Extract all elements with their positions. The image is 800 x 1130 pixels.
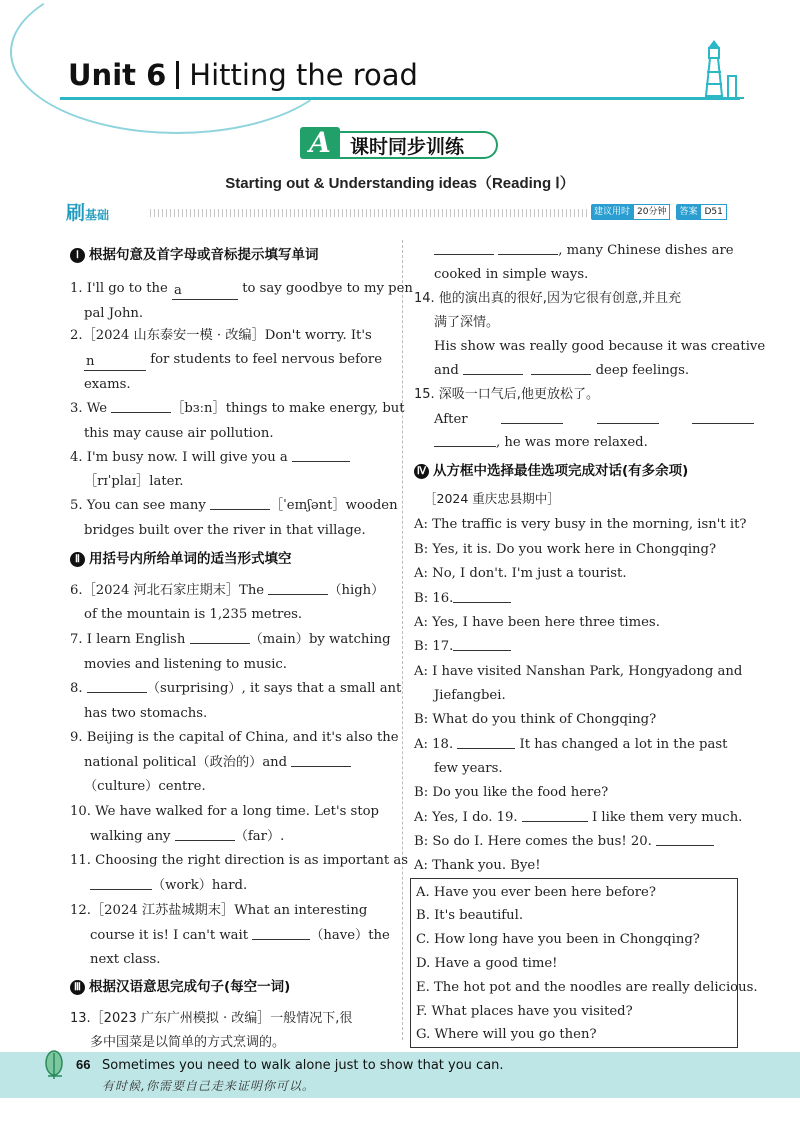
q14-blank-1[interactable] — [463, 362, 523, 375]
q15-blank-4[interactable] — [434, 434, 496, 447]
q8-text-a: 8. — [70, 681, 87, 696]
q14-text-e: deep feelings. — [591, 363, 690, 378]
option-c: C. How long have you been in Chongqing? — [416, 932, 700, 947]
q17-blank[interactable] — [453, 638, 511, 651]
q10-line-b — [90, 828, 284, 845]
q1-text-a: 1. I'll go to the — [70, 281, 173, 296]
unit-number: Unit 6 — [68, 58, 167, 92]
section-4-text: 从方框中选择最佳选项完成对话(有多余项) — [433, 463, 689, 479]
q13-text-c: , many Chinese dishes are — [558, 243, 734, 258]
dialogue-line-7b: Jiefangbei. — [434, 688, 506, 703]
question-12: 12.［2024 江苏盐城期末］What an interesting — [70, 903, 368, 918]
dialogue-line-9 — [414, 736, 727, 753]
unit-title — [68, 58, 418, 92]
q1-hint-letter: a — [174, 283, 182, 298]
q13-blank-2[interactable] — [498, 242, 558, 255]
dialogue-line-10: B: Do you like the food here? — [414, 785, 609, 800]
header-rule — [60, 97, 740, 100]
q9-text-b: national political（政治的）and — [84, 755, 292, 770]
q6-text-a: 6.［2024 河北石家庄期末］The — [70, 583, 269, 598]
dialogue-line-8: B: What do you think of Chongqing? — [414, 712, 657, 727]
option-f: F. What places have you visited? — [416, 1004, 633, 1019]
answer-label: 答案 — [676, 204, 700, 220]
q2-line — [84, 351, 382, 371]
q15-blank-2[interactable] — [597, 411, 659, 424]
q12-line-b — [90, 927, 390, 944]
q12-text-c: （have）the — [310, 928, 390, 943]
section-3-number: Ⅲ — [70, 980, 85, 995]
option-g: G. Where will you go then? — [416, 1027, 597, 1042]
q2-text-b: for students to feel nervous before — [146, 352, 383, 367]
question-14: 14. 他的演出真的很好,因为它很有创意,并且充 — [414, 291, 682, 306]
q2-text-c: exams. — [84, 377, 131, 392]
section-4-number: Ⅳ — [414, 464, 429, 479]
q7-blank[interactable] — [190, 631, 250, 644]
q4-text-b: ［rɪˈplaɪ］later. — [84, 474, 184, 489]
dialogue-source: ［2024 重庆忠县期中］ — [424, 491, 560, 506]
q15-text-b: After — [434, 412, 468, 427]
question-8 — [70, 680, 401, 697]
q7-text-a: 7. I learn English — [70, 632, 190, 647]
dialogue-line-13: A: Thank you. Bye! — [414, 858, 541, 873]
dialogue-line-11-rest: I like them very much. — [587, 810, 743, 825]
section-2-title — [70, 550, 292, 568]
dialogue-line-6-text: B: 17. — [414, 639, 454, 654]
q7-text-b: （main）by watching — [249, 632, 391, 647]
time-suggestion — [591, 204, 727, 220]
dialogue-line-9-rest: It has changed a lot in the past — [515, 737, 728, 752]
question-15: 15. 深吸一口气后,他更放松了。 — [414, 387, 599, 402]
q5-text-b: ［ˈeɪnʃənt］wooden — [269, 498, 398, 513]
q12-text-b: course it is! I can't wait — [90, 928, 253, 943]
q6-text-c: of the mountain is 1,235 metres. — [84, 607, 303, 622]
question-5 — [70, 497, 398, 514]
q3-blank[interactable] — [111, 400, 171, 413]
dialogue-line-5: A: Yes, I have been here three times. — [414, 615, 660, 630]
footer-quote-en: Sometimes you need to walk alone just to show that you can. — [102, 1058, 504, 1073]
option-d: D. Have a good time! — [416, 956, 558, 971]
q3-text-b: ［bɜːn］things to make energy, but — [171, 401, 405, 416]
answer-ref: D51 — [700, 204, 726, 220]
q15-blank-3[interactable] — [692, 411, 754, 424]
leaf-icon — [40, 1050, 68, 1080]
section-4-title — [414, 462, 688, 480]
q15-line-b — [434, 411, 754, 428]
q8-text-b: （surprising）, it says that a small ant — [146, 681, 402, 696]
q10-text-b: walking any — [90, 829, 175, 844]
question-10: 10. We have walked for a long time. Let's stop — [70, 804, 379, 819]
q10-text-c: （far）. — [234, 829, 285, 844]
dialogue-line-12-text: B: So do I. Here comes the bus! 20. — [414, 834, 652, 849]
q12-text-d: next class. — [90, 952, 161, 967]
q14-text-d: and — [434, 363, 463, 378]
q2-blank[interactable] — [84, 353, 146, 371]
section-2-text: 用括号内所给单词的适当形式填空 — [89, 551, 292, 567]
dialogue-line-9b: few years. — [434, 761, 503, 776]
question-3 — [70, 400, 405, 417]
footer-quote-cn: 有时候,你需要自己走来证明你可以。 — [102, 1079, 315, 1093]
q5-text-a: 5. You can see many — [70, 498, 210, 513]
q6-text-b: （high） — [328, 583, 385, 598]
q13-line-c — [434, 242, 734, 259]
q11-line-b — [90, 877, 247, 894]
q5-blank[interactable] — [210, 497, 270, 510]
q9-blank[interactable] — [291, 754, 351, 767]
q19-blank[interactable] — [522, 809, 588, 822]
q15-line-c — [434, 434, 648, 451]
question-13: 13.［2023 广东广州模拟 · 改编］一般情况下,很 — [70, 1011, 353, 1026]
question-11: 11. Choosing the right direction is as important as — [70, 853, 408, 868]
dialogue-line-4 — [414, 590, 511, 607]
dialogue-line-3: A: No, I don't. I'm just a tourist. — [414, 566, 627, 581]
q7-text-c: movies and listening to music. — [84, 657, 288, 672]
dialogue-line-12 — [414, 833, 714, 850]
lighthouse-icon — [684, 36, 744, 102]
unit-name: Hitting the road — [189, 58, 418, 92]
section-2-number: Ⅱ — [70, 552, 85, 567]
dialogue-line-11-text: A: Yes, I do. 19. — [414, 810, 518, 825]
basics-label-main: 刷 — [66, 202, 86, 224]
question-2: 2.［2024 山东泰安一模 · 改编］Don't worry. It's — [70, 328, 372, 343]
question-1 — [70, 280, 413, 300]
q1-text-b: to say goodbye to my pen — [238, 281, 413, 296]
suggest-label: 建议用时 — [591, 204, 633, 220]
q14-text-c: His show was really good because it was creative — [434, 339, 766, 354]
q2-hint-letter: n — [86, 354, 95, 369]
section-1-text: 根据句意及首字母或音标提示填写单词 — [89, 247, 319, 263]
q13-text-b: 多中国菜是以简单的方式烹调的。 — [90, 1035, 286, 1050]
lesson-subtitle: Starting out & Understanding ideas（Reading Ⅰ） — [225, 175, 575, 192]
q15-blank-1[interactable] — [501, 411, 563, 424]
q13-blank-1[interactable] — [434, 242, 494, 255]
dialogue-line-6 — [414, 638, 511, 655]
suggest-value: 20分钟 — [633, 204, 670, 220]
section-3-title — [70, 978, 290, 996]
q20-blank[interactable] — [656, 833, 714, 846]
q9-line-b — [84, 754, 351, 771]
dialogue-line-9-text: A: 18. — [414, 737, 454, 752]
section-3-text: 根据汉语意思完成句子(每空一词) — [89, 979, 291, 995]
question-7 — [70, 631, 391, 648]
q4-blank[interactable] — [292, 449, 350, 462]
question-4 — [70, 449, 350, 466]
section-1-number: Ⅰ — [70, 248, 85, 263]
q1-blank[interactable] — [172, 282, 238, 300]
option-b: B. It's beautiful. — [416, 908, 524, 923]
question-6 — [70, 582, 384, 599]
q8-text-c: has two stomachs. — [84, 706, 208, 721]
q14-text-b: 满了深情。 — [434, 315, 500, 330]
column-divider — [402, 240, 403, 1040]
option-e: E. The hot pot and the noodles are really delicious. — [416, 980, 758, 995]
basics-label — [66, 198, 109, 225]
dialogue-line-1: A: The traffic is very busy in the morning, isn't it? — [414, 517, 747, 532]
section-badge-letter: A — [300, 127, 340, 159]
q9-text-c: （culture）centre. — [84, 779, 206, 794]
q6-blank[interactable] — [268, 582, 328, 595]
q14-blank-2[interactable] — [531, 362, 591, 375]
section-1-title — [70, 246, 319, 264]
dialogue-line-4-text: B: 16. — [414, 591, 454, 606]
dialogue-line-11 — [414, 809, 742, 826]
q12-blank[interactable] — [252, 927, 310, 940]
option-a: A. Have you ever been here before? — [416, 885, 656, 900]
q1-text-c: pal John. — [84, 306, 144, 321]
q3-text-a: 3. We — [70, 401, 112, 416]
q4-text-a: 4. I'm busy now. I will give you a — [70, 450, 292, 465]
q18-blank[interactable] — [457, 736, 515, 749]
q5-text-c: bridges built over the river in that village. — [84, 523, 366, 538]
page-number: 66 — [76, 1057, 91, 1072]
q10-blank[interactable] — [175, 828, 235, 841]
q15-text-c: , he was more relaxed. — [496, 435, 648, 450]
q13-text-d: cooked in simple ways. — [434, 267, 589, 282]
dialogue-line-7: A: I have visited Nanshan Park, Hongyadong and — [414, 664, 743, 679]
q3-text-c: this may cause air pollution. — [84, 426, 274, 441]
q11-text-b: （work）hard. — [152, 878, 248, 893]
title-divider — [176, 61, 179, 89]
basics-label-sub: 基础 — [85, 208, 110, 222]
q8-blank[interactable] — [87, 680, 147, 693]
q14-line-d — [434, 362, 689, 379]
q11-blank[interactable] — [90, 877, 152, 890]
q16-blank[interactable] — [453, 590, 511, 603]
section-badge-label: 课时同步训练 — [338, 131, 498, 159]
decorative-dotted-bar — [150, 209, 590, 217]
question-9: 9. Beijing is the capital of China, and it's also the — [70, 730, 399, 745]
dialogue-line-2: B: Yes, it is. Do you work here in Chongqing? — [414, 542, 717, 557]
